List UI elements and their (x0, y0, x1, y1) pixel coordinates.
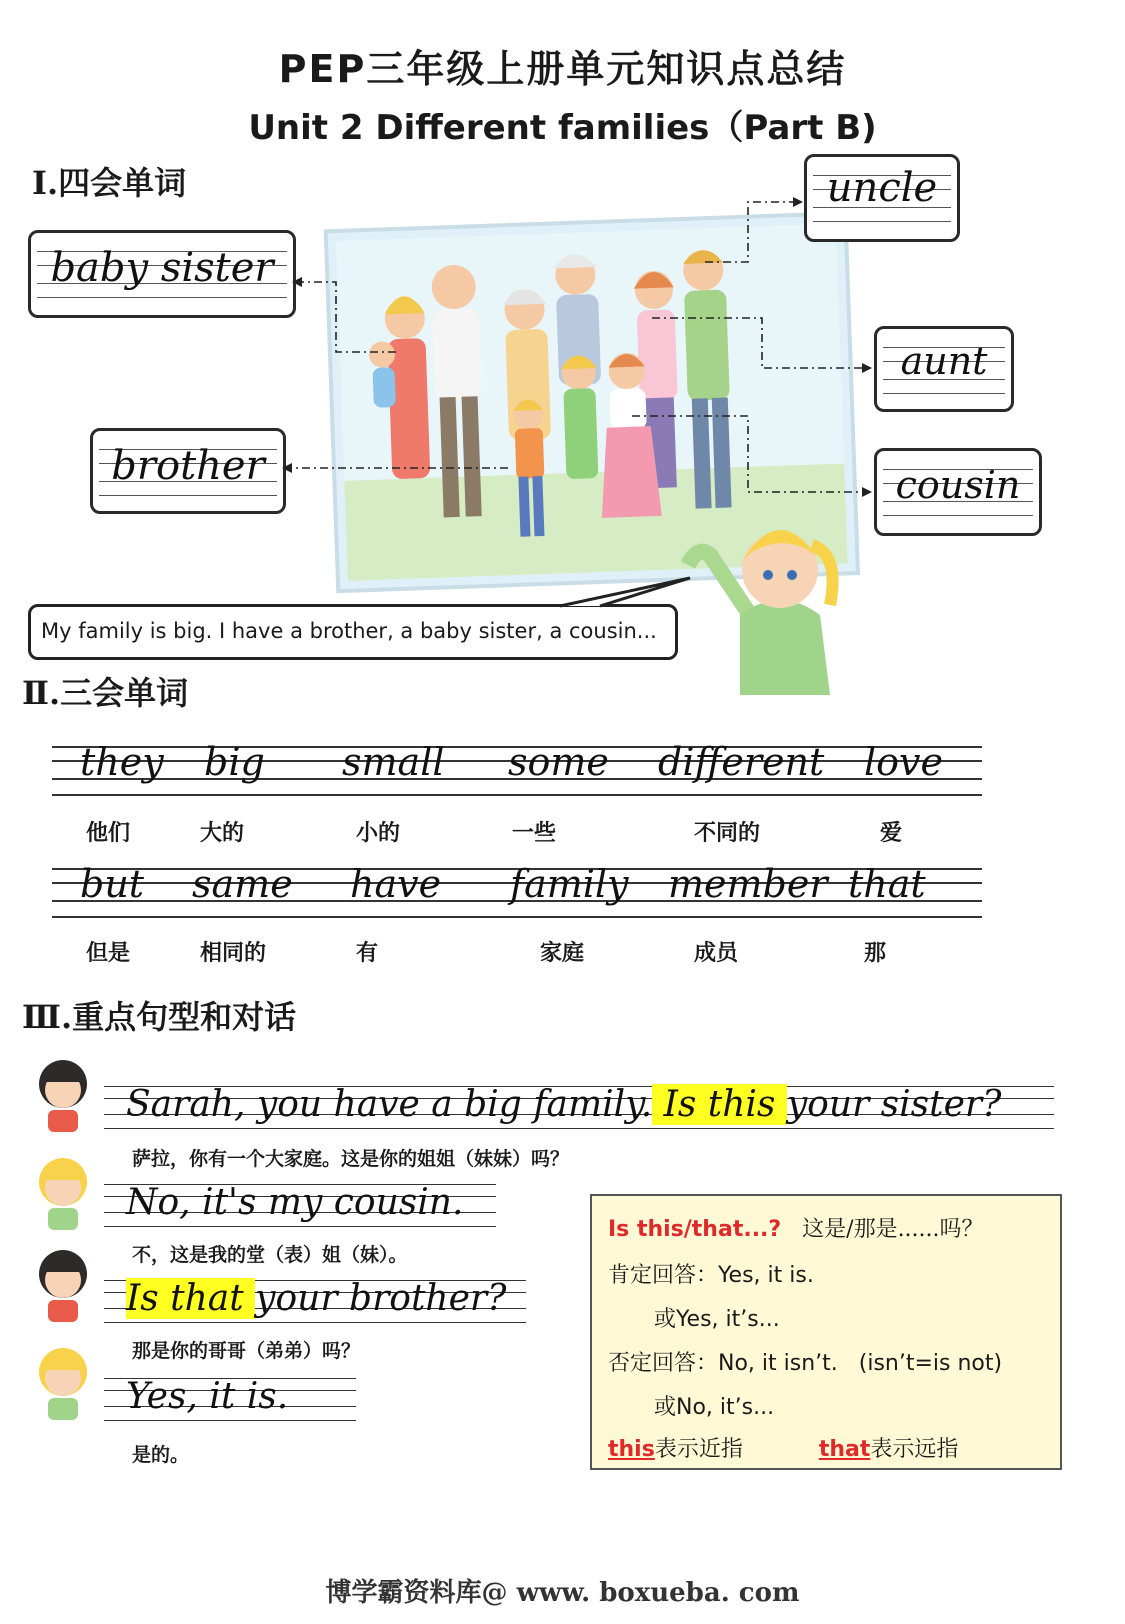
vocab-word: big (204, 740, 265, 784)
vocab-cn: 有 (356, 940, 379, 966)
pattern-row: Is this/that...? 这是/那是......吗？ (608, 1217, 984, 1242)
vocab-word: different (658, 740, 825, 784)
section2-heading: Ⅱ.三会单词 (22, 674, 189, 712)
word-brother: brother (111, 443, 265, 489)
avatar-dark-hair-girl (30, 1054, 96, 1134)
vocab-word: but (80, 862, 145, 906)
dialog-text: Yes, it is. (126, 1376, 289, 1417)
vocab-word: love (864, 740, 943, 784)
vocab-cn: 相同的 (200, 940, 267, 966)
page-title: PEP三年级上册单元知识点总结 (278, 47, 847, 91)
dialog-text: No, it's my cousin. (126, 1182, 464, 1223)
dialog-line-1 (104, 1082, 1054, 1134)
dialog-translation: 是的。 (132, 1444, 190, 1466)
vocab-cn: 不同的 (694, 820, 761, 846)
vocab-cn: 但是 (86, 940, 131, 966)
word-cousin: cousin (895, 463, 1021, 507)
dialog-text: Is that your brother? (126, 1278, 507, 1319)
speech-bubble (28, 604, 678, 660)
vocab-word: that (848, 862, 926, 906)
vocab-word: member (668, 862, 828, 906)
section3-heading: Ⅲ.重点句型和对话 (22, 998, 297, 1036)
dialog-line-3 (104, 1276, 526, 1328)
speech-text: My family is big. I have a brother, a baby sister, a cousin... (41, 619, 657, 643)
vocab-row-2 (52, 862, 982, 926)
positive-answer: 肯定回答：Yes, it is. (608, 1263, 814, 1288)
dialog-line-2 (104, 1180, 496, 1232)
vocab-cn: 他们 (86, 820, 131, 846)
vocab-word: they (80, 740, 164, 784)
vocab-cn: 成员 (694, 940, 739, 966)
vocab-cn: 爱 (880, 820, 903, 846)
vocab-cn: 小的 (356, 820, 401, 846)
word-aunt: aunt (900, 339, 988, 383)
vocab-cn: 那 (864, 940, 887, 966)
vocab-word: some (508, 740, 609, 784)
negative-answer-alt: 或No, it’s... (654, 1395, 775, 1420)
negative-answer: 否定回答：No, it isn’t. (isn’t=is not) (608, 1351, 1003, 1376)
dialog-translation: 不，这是我的堂（表）姐（妹）。 (132, 1244, 408, 1266)
section1-heading: Ⅰ.四会单词 (32, 164, 187, 202)
vocab-word: same (192, 862, 293, 906)
vocab-word: family (510, 862, 629, 906)
avatar-blonde-girl (30, 1150, 96, 1230)
dialog-line-4 (104, 1374, 356, 1426)
dialog-translation: 那是你的哥哥（弟弟）吗？ (132, 1340, 361, 1362)
vocab-word: small (342, 740, 445, 784)
page-subtitle: Unit 2 Different families（Part B) (248, 108, 877, 148)
dialog-translation: 萨拉，你有一个大家庭。这是你的姐姐（妹妹）吗？ (132, 1148, 570, 1170)
vocab-cn: 大的 (200, 820, 245, 846)
vocab-cn: 家庭 (540, 940, 585, 966)
highlight: Is that (126, 1278, 256, 1319)
grammar-info-box (590, 1194, 1062, 1470)
vocab-cn: 一些 (512, 820, 557, 846)
this-that-note: this表示近指 that表示远指 (608, 1437, 959, 1462)
avatar-blonde-girl (30, 1340, 96, 1420)
speech-tail (540, 572, 700, 612)
highlight: Is this (652, 1084, 787, 1125)
footer-watermark: 博学霸资料库@ www. boxueba. com (325, 1578, 800, 1608)
word-uncle: uncle (826, 165, 938, 211)
avatar-dark-hair-girl (30, 1244, 96, 1324)
positive-answer-alt: 或Yes, it’s... (654, 1307, 780, 1332)
vocab-word: have (350, 862, 442, 906)
word-baby-sister: baby sister (50, 245, 274, 291)
vocab-row-1 (52, 740, 982, 804)
dialog-text: Sarah, you have a big family. Is this your sister? (126, 1084, 1002, 1125)
